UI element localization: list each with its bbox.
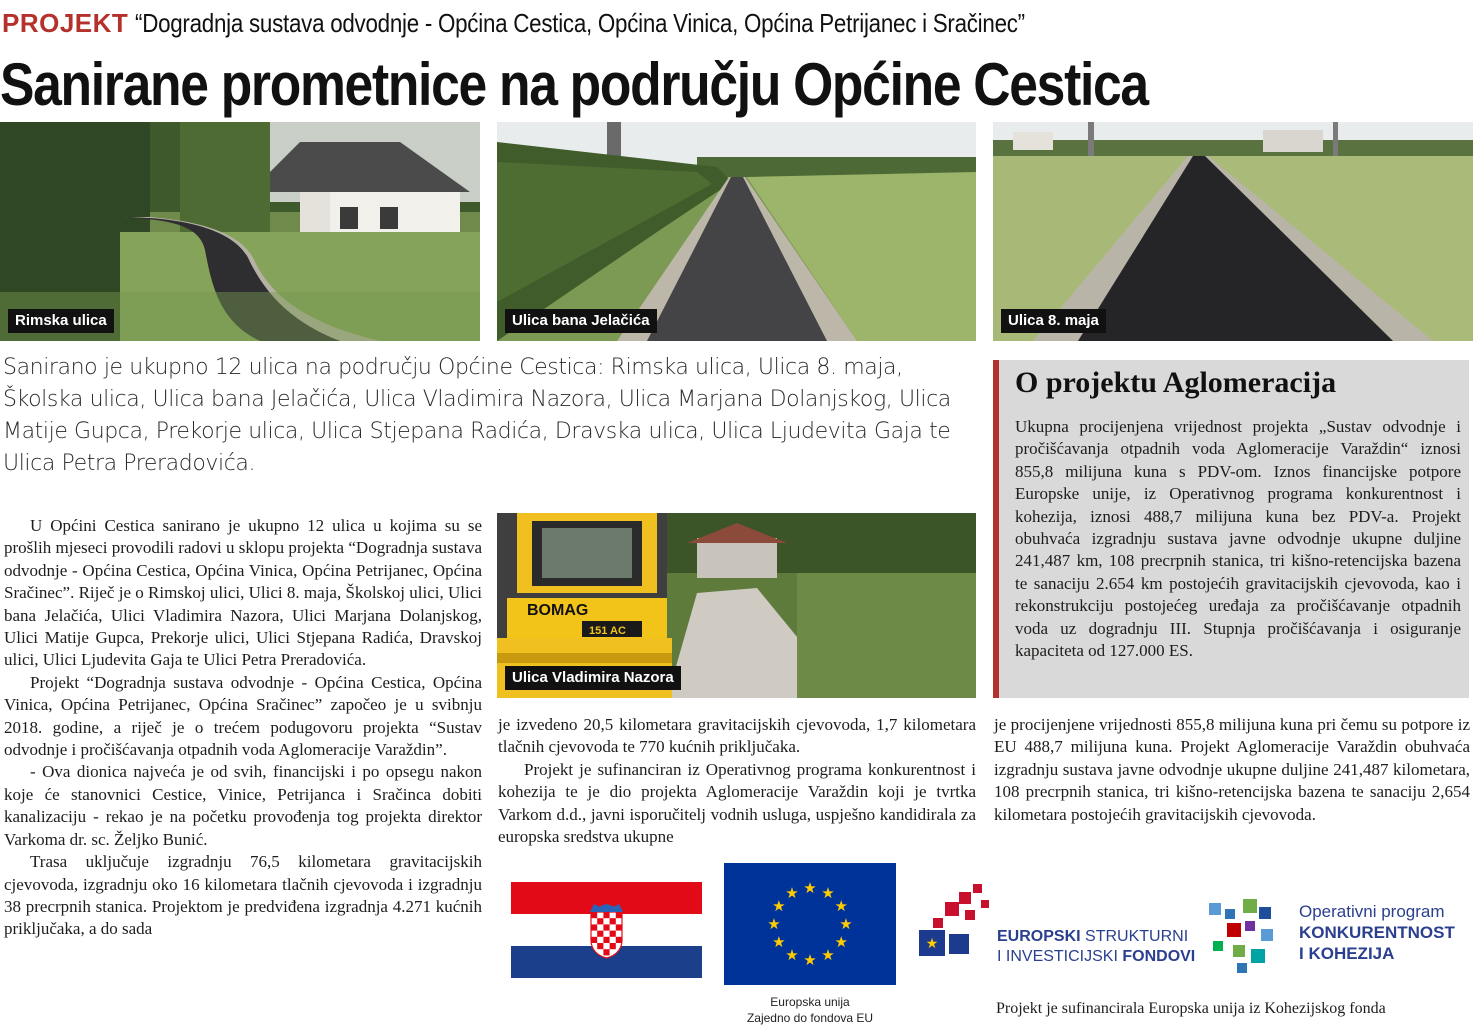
eu-caption-line2: Zajedno do fondova EU xyxy=(746,1011,874,1025)
eu-star-icon: ★ xyxy=(767,915,781,933)
paragraph: U Općini Cestica sanirano je ukupno 12 ulica u kojima su se prošlih mjeseci provodili radovi u sklopu projekta “Dogradnja sustava odvodnje - Općina Cestica, Općina Vinica, Općina Petrijanec, Općina Sračinec”. Riječ je o Rimskoj ulici, Ulici 8. maja, Školskoj ulici, Ulici bana Jelačića, Ulici Vladimira Nazora, Ulici Marjana Dolanjskog, Ulici Matije Gupca, Prekorje ulici, Ulici Stjepana Radića, Dravskoj ulici, Ulici Ljudevita Gaja te Ulici Petra Preradovića. xyxy=(4,516,482,670)
eu-star-icon: ★ xyxy=(803,951,817,969)
photo-caption: Rimska ulica xyxy=(8,309,114,333)
eu-star-icon: ★ xyxy=(785,883,799,902)
paragraph: je izvedeno 20,5 kilometara gravitacijskih cjevovoda, 1,7 kilometara tlačnih cjevovoda te 770 kućnih priključaka. xyxy=(498,715,976,757)
photo-caption: Ulica bana Jelačića xyxy=(505,309,657,333)
funding-note: Projekt je sufinancirala Europska unija iz Kohezijskog fonda xyxy=(996,1000,1386,1017)
op-line1: Operativni program xyxy=(1299,902,1445,921)
article-column-1 xyxy=(4,515,482,941)
kicker-tag: PROJEKT xyxy=(2,8,129,38)
esif-line1: EUROPSKI STRUKTURNI xyxy=(997,928,1189,945)
paragraph: - Ova dionica najveća je od svih, financijski i po opsegu nakon koje će stanovnici Cestice, Vinice, Petrijanca i Sračinca dobiti kanalizaciju - rekao je na početku provođenja tog projekta direktor Varkoma dr. sc. Željko Bunić. xyxy=(4,762,482,849)
eu-star-icon: ★ xyxy=(821,883,835,902)
eu-caption-line1: Europska unija xyxy=(770,995,850,1009)
esif-logo xyxy=(915,882,1195,974)
op-logo xyxy=(1207,899,1473,979)
paragraph: je procijenjene vrijednosti 855,8 milijuna kuna pri čemu su potpore iz EU 488,7 milijuna kuna. Projekt Aglomeracije Varaždin obuhvaća izgradnju sustava javne odvodnje ukupne duljine 241,487 kilometara, 108 precrpnih stanica, tri kišno-retencijska bazena te sanaciju 2,654 kilometara postojećih gravitacijskih cjevovoda. xyxy=(994,715,1470,824)
eu-star-icon: ★ xyxy=(834,933,848,951)
eu-flag-icon xyxy=(724,863,896,985)
headline: Sanirane prometnice na području Općine Cestica xyxy=(0,51,1148,118)
sidebar-box xyxy=(993,360,1469,698)
photo-caption: Ulica Vladimira Nazora xyxy=(505,666,681,690)
op-line2: KONKURENTNOST xyxy=(1299,923,1455,942)
roller-brand: BOMAG xyxy=(527,602,589,619)
article-column-2 xyxy=(498,714,976,848)
kicker-project-name: “Dogradnja sustava odvodnje - Općina Cestica, Općina Vinica, Općina Petrijanec i Sračinec” xyxy=(134,8,1025,38)
photo-ulica-8-maja xyxy=(993,122,1473,341)
eu-star-icon: ★ xyxy=(785,946,799,965)
eu-star-icon: ★ xyxy=(803,879,817,897)
photo-ulica-vladimira-nazora xyxy=(497,513,976,698)
svg-text:★: ★ xyxy=(925,936,939,952)
croatian-flag xyxy=(511,882,702,978)
eu-star-icon: ★ xyxy=(772,933,786,951)
eu-star-icon: ★ xyxy=(839,915,853,933)
paragraph: Projekt je sufinanciran iz Operativnog programa konkurentnost i kohezija te je dio projekta Aglomeracije Varaždin koji je tvrtka Varkom d.d., javni isporučitelj vodnih usluga, uspješno kandidirala za europska sredstva ukupne xyxy=(498,759,976,847)
eu-star-icon: ★ xyxy=(821,946,835,965)
sidebar-text: Ukupna procijenjena vrijednost projekta „Sustav odvodnje i pročišćavanja otpadnih voda Aglomeracije Varaždin“ iznosi 855,8 milijuna kuna s PDV-om. Iznos financijske potpore Europske unije, iz Operativnog programa konkurentnost i kohezija, iznosi 488,7 milijuna kuna bez PDV-a. Projekt obuhvaća izgradnju sustava javne odvodnje ukupne duljine 241,487 km, 108 precrpnih stanica, tri kišno-retencijska bazena te sanaciju 2.654 km postojećih gravitacijskih cjevovoda, kao i rekonstrukciju postojećeg uređaja za pročišćavanje otpadnih voda uz dogradnju III. Stupnja pročišćavanja i osiguranje kapaciteta od 127.000 ES. xyxy=(1015,417,1461,661)
esif-line2: I INVESTICIJSKI FONDOVI xyxy=(997,948,1196,965)
lead-paragraph: Sanirano je ukupno 12 ulica na području Općine Cestica: Rimska ulica, Ulica 8. maja, Školska ulica, Ulica bana Jelačića, Ulica Vladimira Nazora, Ulica Marjana Dolanjskog, Ulica Matije Gupca, Prekorje ulica, Ulica Stjepana Radića, Dravska ulica, Ulica Ljudevita Gaja te Ulica Petra Preradovića. xyxy=(3,355,951,476)
eu-logo xyxy=(724,863,896,1026)
eu-star-icon: ★ xyxy=(834,897,848,915)
op-mark-icon xyxy=(1207,899,1287,979)
croatian-flag-icon xyxy=(511,882,702,978)
eu-star-icon: ★ xyxy=(772,897,786,915)
op-line3: I KOHEZIJA xyxy=(1299,944,1395,963)
paragraph: Projekt “Dogradnja sustava odvodnje - Općina Cestica, Općina Vinica, Općina Petrijanec, Općina Sračinec” započeo je u svibnju 2018. godine, a riječ je o trećem podugovoru projekta “Sustav odvodnje i pročišćavanja otpadnih voda Aglomeracije Varaždin”. xyxy=(4,672,482,760)
paragraph: Trasa uključuje izgradnju 76,5 kilometara gravitacijskih cjevovoda, izgradnju oko 16 kilometara tlačnih cjevovoda i izgradnju 38 precrpnih stanica. Projektom je predviđena izgradnja 4.271 kućnih priključaka, a do sada xyxy=(4,852,482,939)
sidebar-title: O projektu Aglomeracija xyxy=(1015,366,1337,399)
photo-ulica-bana-jelacica xyxy=(497,122,976,341)
roller-plate: 151 AC xyxy=(589,625,626,637)
esif-mark-icon xyxy=(915,882,995,974)
photo-rimska-ulica xyxy=(0,122,480,341)
photo-caption: Ulica 8. maja xyxy=(1001,309,1106,333)
kicker xyxy=(2,8,1169,39)
article-column-3 xyxy=(994,714,1470,826)
